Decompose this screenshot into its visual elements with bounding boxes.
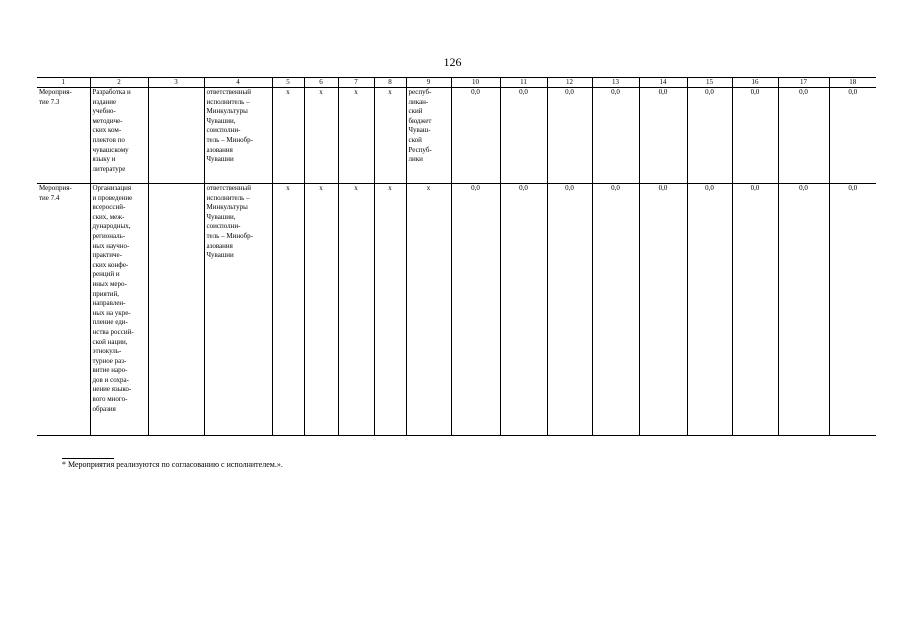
column-header: 14 <box>639 78 687 88</box>
header-row <box>37 78 876 88</box>
column-header: 10 <box>451 78 500 88</box>
column-header: 18 <box>829 78 876 88</box>
column-header: 11 <box>500 78 547 88</box>
table-row <box>37 88 876 184</box>
column-header: 9 <box>406 78 451 88</box>
event-name-cell: Организация и проведение всероссий- ских, меж- дународных, региональ- ных научно- практиче- ских конфе- ренций и иных меро- приятий, направлен- ных на укре- пление еди- нства россий- ской нации, этнокуль- турное раз- витие наро- дов и сохра- нение языко- вого много- образия <box>90 184 148 436</box>
value-cell: 0,0 <box>547 184 592 436</box>
column-header: 15 <box>687 78 732 88</box>
value-cell: 0,0 <box>829 88 876 184</box>
page-number: 126 <box>443 55 462 69</box>
value-cell: 0,0 <box>778 88 829 184</box>
program-events-table <box>37 77 876 436</box>
value-cell: 0,0 <box>500 184 547 436</box>
column-header: 4 <box>204 78 272 88</box>
column-header: 17 <box>778 78 829 88</box>
mark-cell: x <box>272 88 304 184</box>
value-cell: 0,0 <box>732 184 778 436</box>
footnote: * Мероприятия реализуются по согласованию с исполнителем.». <box>62 460 283 469</box>
column-header: 3 <box>148 78 204 88</box>
mark-cell: x <box>338 184 374 436</box>
executor-cell: ответственный исполнитель – Минкультуры Чувашии, соисполни- тель – Минобр- азования Чувашии <box>204 88 272 184</box>
mark-cell: x <box>374 88 406 184</box>
column-header: 16 <box>732 78 778 88</box>
footnote-divider <box>62 458 114 459</box>
value-cell: 0,0 <box>687 88 732 184</box>
col3-cell <box>148 88 204 184</box>
value-cell: 0,0 <box>592 184 639 436</box>
column-header: 7 <box>338 78 374 88</box>
value-cell: 0,0 <box>778 184 829 436</box>
funding-source-cell: респуб- ликан- ский бюджет Чуваш- ской Респуб- лики <box>406 88 451 184</box>
value-cell: 0,0 <box>500 88 547 184</box>
value-cell: 0,0 <box>639 184 687 436</box>
col3-cell <box>148 184 204 436</box>
executor-cell: ответственный исполнитель – Минкультуры Чувашии, соисполни- тель – Минобр- азования Чувашии <box>204 184 272 436</box>
column-header: 2 <box>90 78 148 88</box>
column-header: 13 <box>592 78 639 88</box>
event-number-cell: Мероприя- тие 7.3 <box>37 88 90 184</box>
value-cell: 0,0 <box>451 88 500 184</box>
value-cell: 0,0 <box>687 184 732 436</box>
mark-cell: x <box>304 88 338 184</box>
mark-cell: x <box>374 184 406 436</box>
value-cell: 0,0 <box>592 88 639 184</box>
event-name-cell: Разработка и издание учебно- методиче- ских ком- плектов по чувашскому языку и литературе <box>90 88 148 184</box>
value-cell: 0,0 <box>732 88 778 184</box>
column-header: 6 <box>304 78 338 88</box>
mark-cell: x <box>338 88 374 184</box>
funding-source-cell: x <box>406 184 451 436</box>
column-header: 12 <box>547 78 592 88</box>
value-cell: 0,0 <box>829 184 876 436</box>
column-header: 1 <box>37 78 90 88</box>
value-cell: 0,0 <box>547 88 592 184</box>
value-cell: 0,0 <box>639 88 687 184</box>
table-row <box>37 184 876 436</box>
event-number-cell: Мероприя- тие 7.4 <box>37 184 90 436</box>
value-cell: 0,0 <box>451 184 500 436</box>
mark-cell: x <box>304 184 338 436</box>
mark-cell: x <box>272 184 304 436</box>
column-header: 8 <box>374 78 406 88</box>
column-header: 5 <box>272 78 304 88</box>
